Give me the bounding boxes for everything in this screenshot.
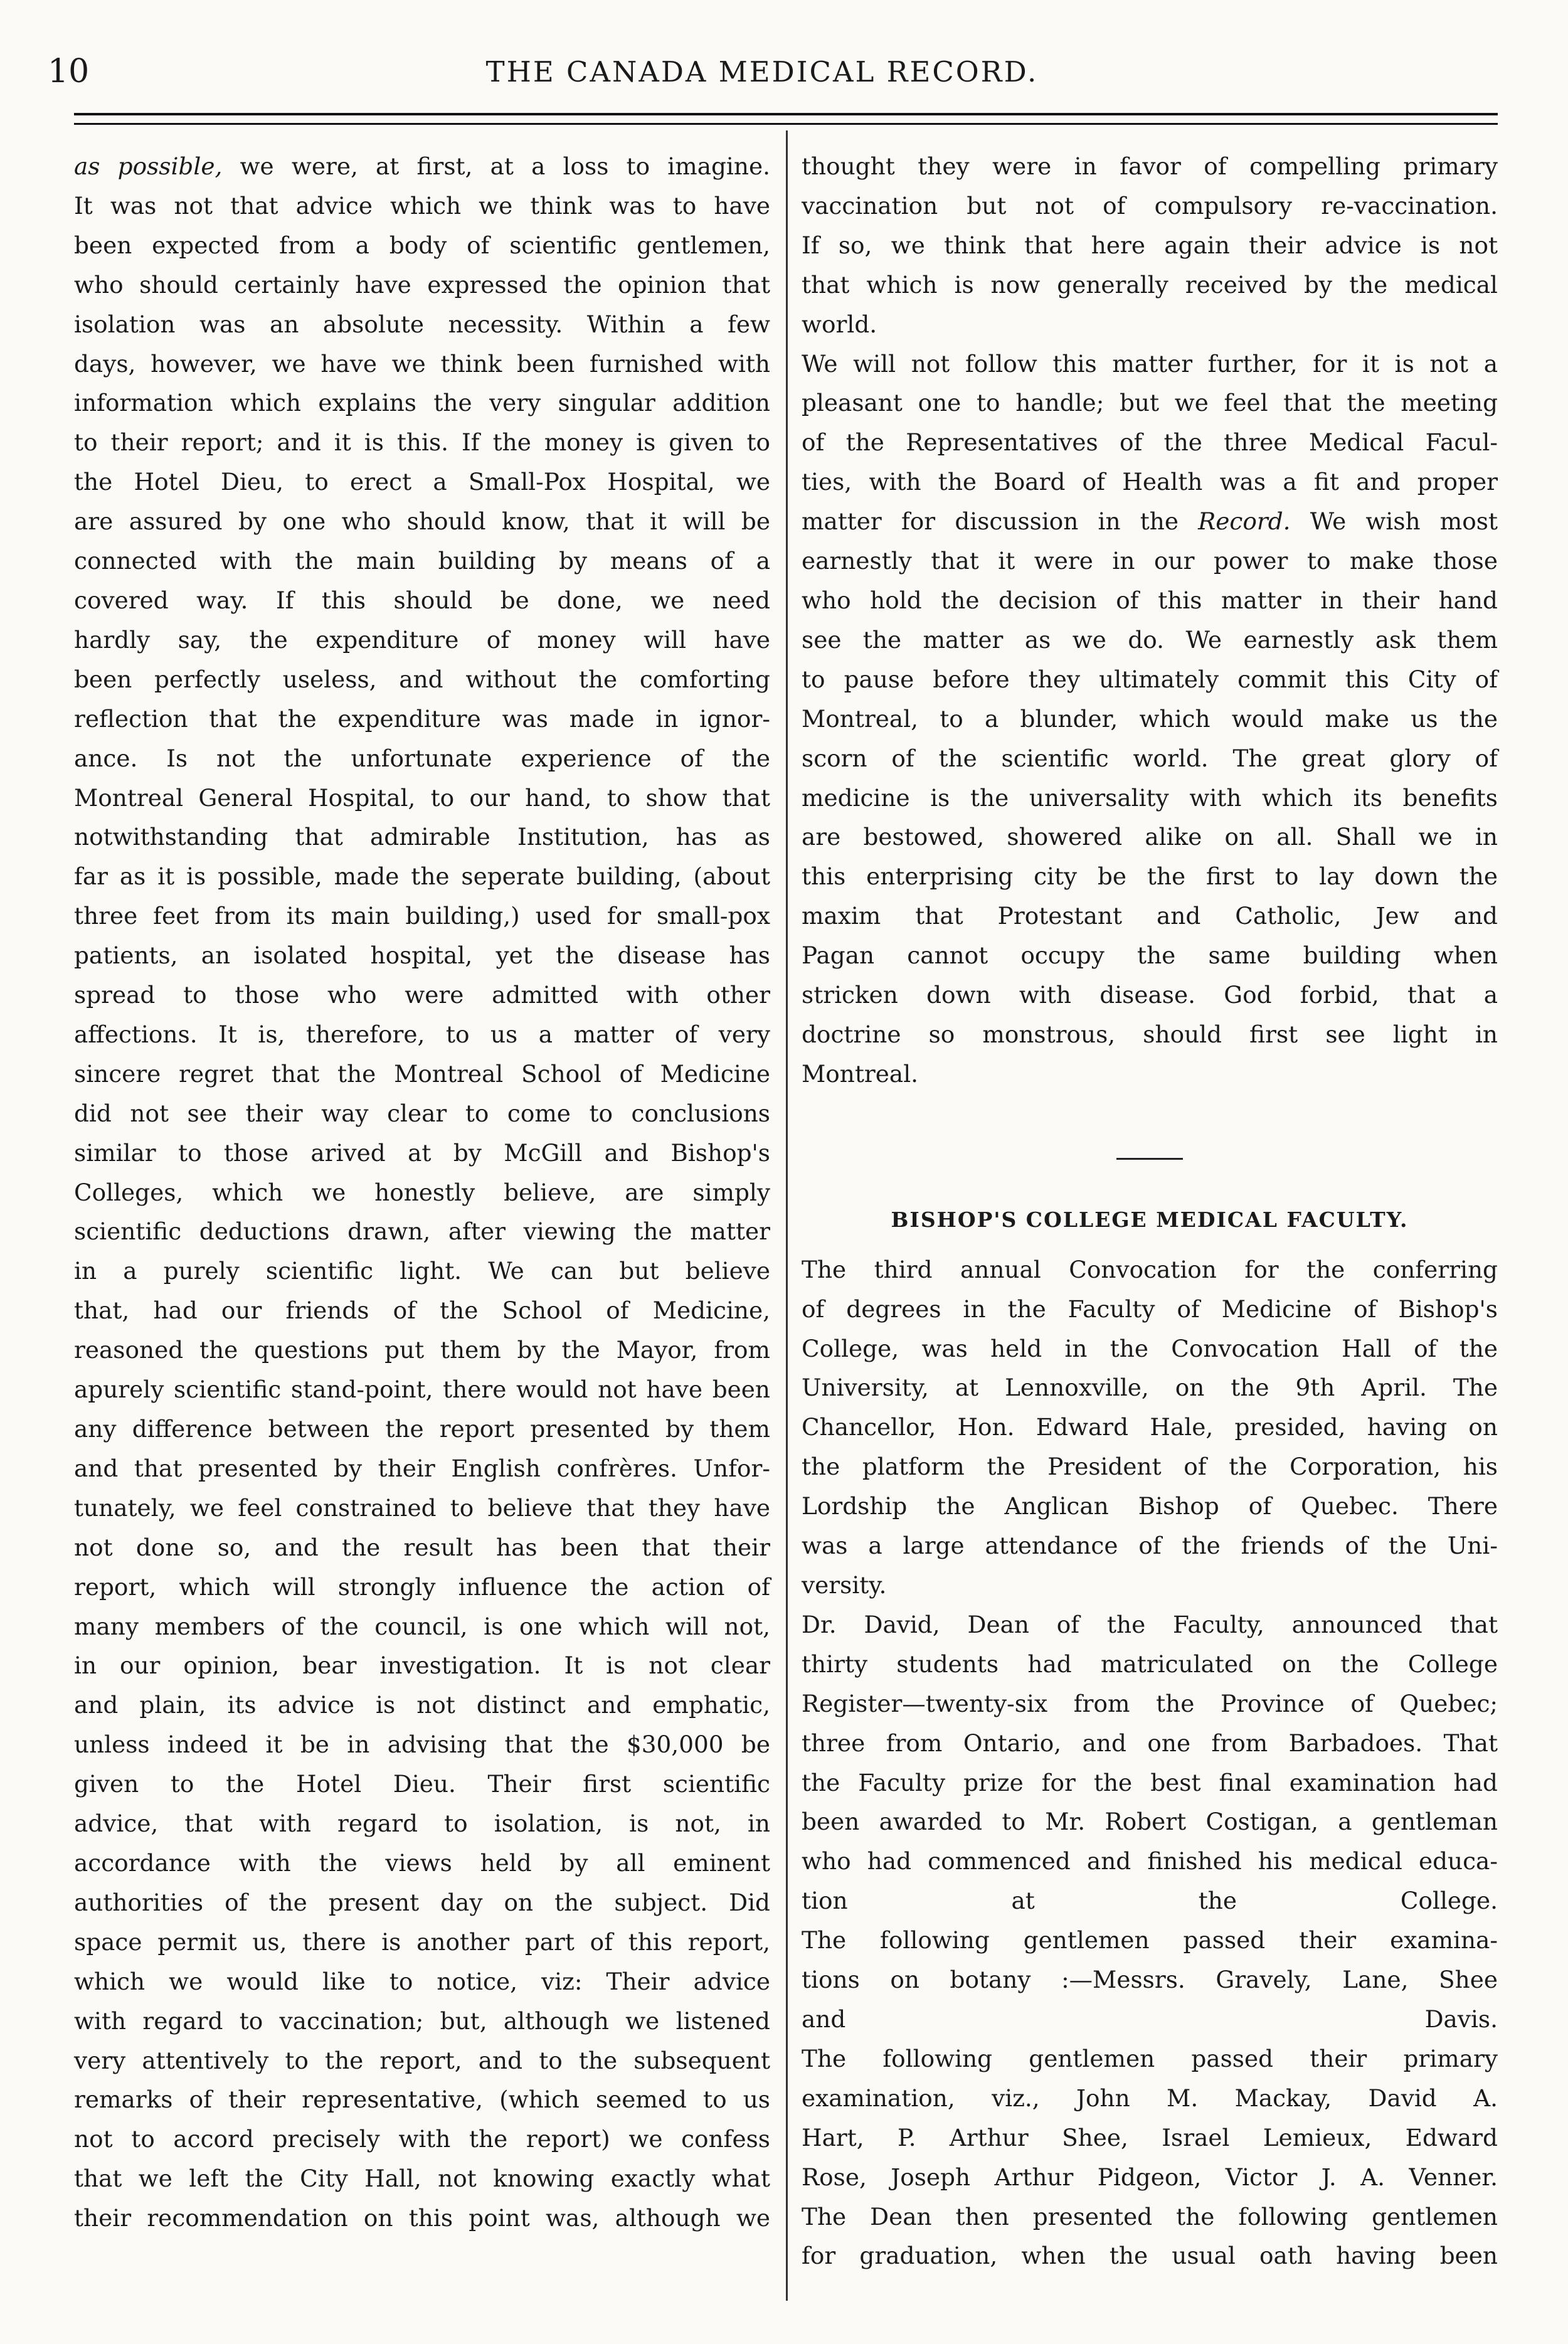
opening-italic-phrase: as possible, [74,152,223,180]
header-rule-top [74,113,1498,115]
column-divider [786,130,788,2301]
section-heading: BISHOP'S COLLEGE MEDICAL FACULTY. [891,1207,1409,1232]
primary-examination-paragraph: The following gentlemen passed their primary examination, viz., John M. Mackay, David A. Hart, P. Arthur Shee, Israel Lemieux, Edward Rose, Joseph Arthur Pidgeon, Victor J. A. Venner. [802,2044,1498,2191]
medical-faculties-paragraph [802,344,1498,1094]
record-italic: Record. [1198,507,1291,536]
running-title: THE CANADA MEDICAL RECORD. [485,55,1039,88]
header-rule-bottom [74,123,1498,125]
right-column [802,147,1498,2276]
botany-examination-paragraph: The following gentlemen passed their examina- tions on botany :—Messrs. Gravely, Lane, Shee and Davis. [802,1926,1498,2033]
left-column [74,147,770,2238]
editorial-continuation-paragraph [74,147,770,2238]
dean-announcement-paragraph: Dr. David, Dean of the Faculty, announced that thirty students had matriculated on the College Register—twenty-six from the Province of Quebec; three from Ontario, and one from Barbadoes. That the Faculty prize for the best final examination had been awarded to Mr. Robert Costigan, a gentleman who had commenced and finished his medical educa- tion at the College. [802,1610,1498,1915]
page-number: 10 [48,53,90,90]
section-divider-rule [1116,1158,1183,1160]
paragraph-text: we were, at first, at a loss to imagine. It was not that advice which we think was to have been expected from a body of scientific gentlemen, who should certainly have expressed the opinion that isolation was an absolute necessity. Within a few days, however, we have we think been furnished with information which explains the very singular addition to their report; and it is this. If the money is given to the Hotel Dieu, to erect a Small-Pox Hospital, we are assured by one who should know, that it will be connected with the main building by means of a covered way. If this should be done, we need hardly say, the expenditure of money will have been perfectly useless, and without the comforting reflection that the expenditure was made in ignor- ance. Is not the unfortunate experience of the Montreal General Hospital, to our hand, to show that notwithstanding that admirable Institution, has as far as it is possible, made the seperate building, (about three feet from its main building,) used for small-pox patients, an isolated hospital, yet the disease has spread to those who were admitted with other affections. It is, therefore, to us a matter of very sincere regret that the Montreal School of Medicine did not see their way clear to come to conclusions similar to those arived at by McGill and Bishop's Colleges, which we honestly believe, are simply scientific deductions drawn, after viewing the matter in a purely scientific light. We can but believe that, had our friends of the School of Medicine, reasoned the questions put them by the Mayor, from apurely scientific stand-point, there would not have been any difference between the report presented by them and that presented by their English confrères. Unfor- tunately, we feel constrained to believe that they have not done so, and the result has been that their report, which will strongly influence the action of many members of the council, is one which will not, in our opinion, bear investigation. It is not clear and plain, its advice is not distinct and emphatic, unless indeed it be in advising that the $30,000 be given to the Hotel Dieu. Their first scientific advice, that with regard to isolation, is not, in accordance with the views held by all eminent authorities of the present day on the subject. Did space permit us, there is another part of this report, which we would like to notice, viz: Their advice with regard to vaccination; but, although we listened very attentively to the report, and to the subsequent remarks of their representative, (which seemed to us not to accord precisely with the report) we confess that we left the City Hall, not knowing exactly what their recommendation on this point was, although we [74,152,770,2232]
graduation-paragraph: The Dean then presented the following gentlemen for graduation, when the usual oath having been [802,2202,1498,2270]
convocation-paragraph: The third annual Convocation for the conferring of degrees in the Faculty of Medicine of Bishop's College, was held in the Convocation Hall of the University, at Lennoxville, on the 9th April. The Chancellor, Hon. Edward Hale, presided, having on the platform the President of the Corporation, his Lordship the Anglican Bishop of Quebec. There was a large attendance of the friends of the Uni- versity. [802,1255,1498,1599]
vaccination-paragraph: thought they were in favor of compelling primary vaccination but not of compulsory re-vaccination. If so, we think that here again their advice is not that which is now generally received by the medical world. [802,152,1498,338]
paragraph-text-after: We wish most earnestly that it were in our power to make those who hold the decision of this matter in their hand see the matter as we do. We earnestly ask them to pause before they ultimately commit this City of Montreal, to a blunder, which would make us the scorn of the scientific world. The great glory of medicine is the universality with which its benefits are bestowed, showered alike on all. Shall we in this enterprising city be the first to lay down the maxim that Protestant and Catholic, Jew and Pagan cannot occupy the same building when stricken down with disease. God forbid, that a doctrine so monstrous, should first see light in Montreal. [802,507,1498,1088]
page-header [44,31,1480,94]
paragraph-text-before: We will not follow this matter further, for it is not a pleasant one to handle; but we feel that the meeting of the Representatives of the three Medical Facul- ties, with the Board of Health was a fit and proper matter for discussion in the [802,349,1498,536]
